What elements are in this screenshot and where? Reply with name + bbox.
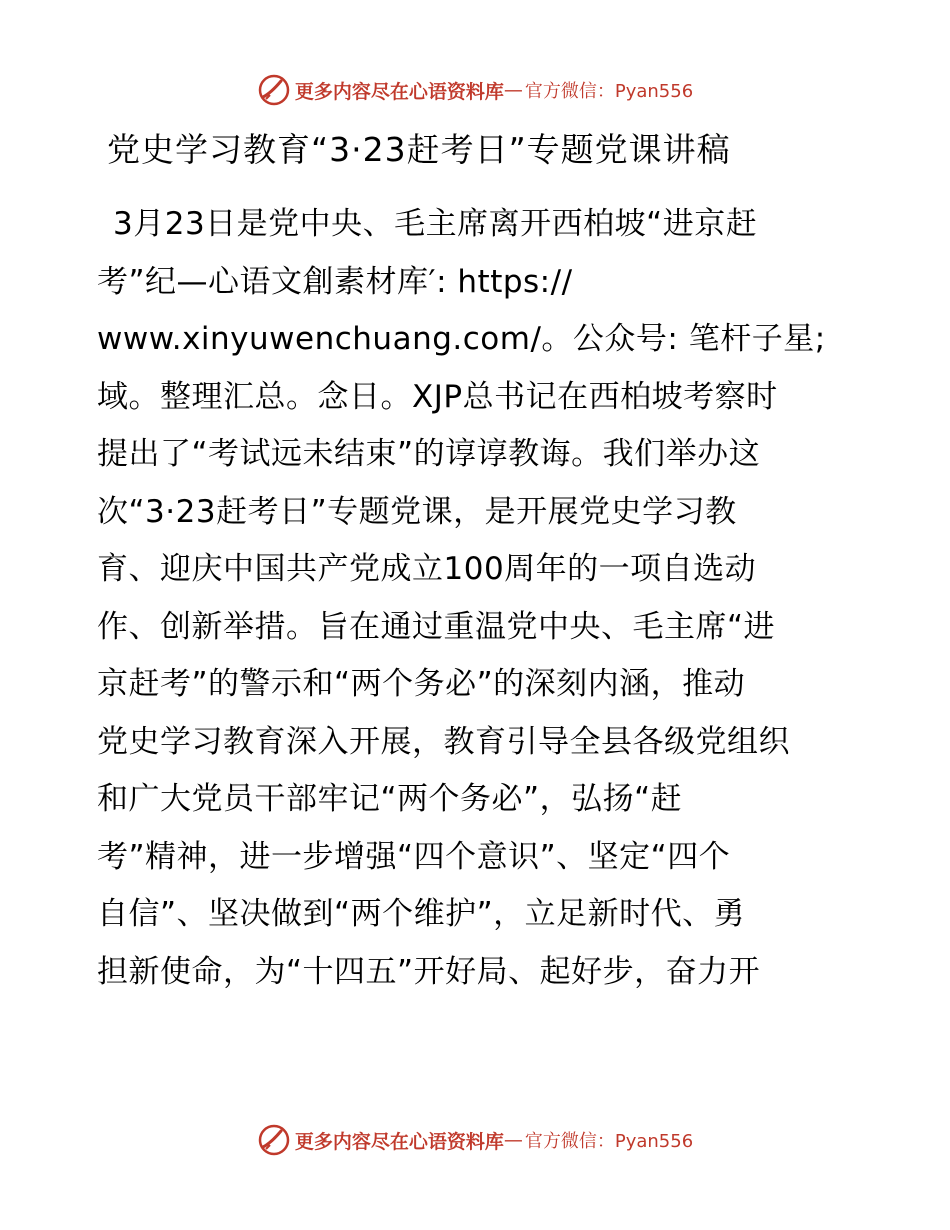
body-line: 域。整理汇总。念日。XJP总书记在西柏坡考察时	[97, 378, 778, 415]
body-line: 提出了“考试远未结束”的谆谆教诲。我们举办这	[97, 436, 761, 472]
watermark-main-text: 更多内容尽在心语资料库	[294, 80, 504, 103]
watermark-wechat-text: 官方微信：Pyan556	[524, 1131, 694, 1152]
body-line: 自信”、坚决做到“两个维护”，立足新时代、勇	[97, 896, 746, 932]
body-line: 考”精神，进一步增强“四个意识”、坚定“四个	[97, 838, 731, 875]
body-line: www.xinyuwenchuang.com/。公众号: 笔杆子星;	[97, 321, 826, 357]
body-line: 担新使命，为“十四五”开好局、起好步，奋力开	[97, 953, 761, 990]
body-line: 育、迎庆中国共产党成立100周年的一项自选动	[97, 551, 757, 587]
watermark-footer	[0, 1118, 950, 1162]
body-line: 考”纪—心语文創素材库′: https://	[97, 263, 573, 300]
watermark-dash: —	[503, 79, 523, 101]
body-line: 次“3·23赶考日”专题党课，是开展党史学习教	[97, 493, 737, 530]
watermark-wechat-text: 官方微信：Pyan556	[524, 81, 694, 102]
body-line: 3月23日是党中央、毛主席离开西柏坡“进京赶	[113, 206, 758, 242]
watermark-header	[0, 68, 950, 112]
document-title: 党史学习教育“3·23赶考日”专题党课讲稿	[107, 130, 731, 169]
pen-circle-logo-icon	[257, 73, 291, 107]
pen-circle-logo-icon	[257, 1123, 291, 1157]
body-line: 党史学习教育深入开展，教育引导全县各级党组织	[97, 723, 790, 760]
document-body	[97, 196, 857, 1001]
watermark-dash: —	[503, 1129, 523, 1151]
body-line: 作、创新举措。旨在通过重温党中央、毛主席“进	[97, 608, 776, 645]
body-line: 京赶考”的警示和“两个务必”的深刻内涵，推动	[97, 666, 746, 702]
watermark-main-text: 更多内容尽在心语资料库	[294, 1130, 504, 1153]
body-line: 和广大党员干部牢记“两个务必”，弘扬“赶	[97, 781, 683, 817]
